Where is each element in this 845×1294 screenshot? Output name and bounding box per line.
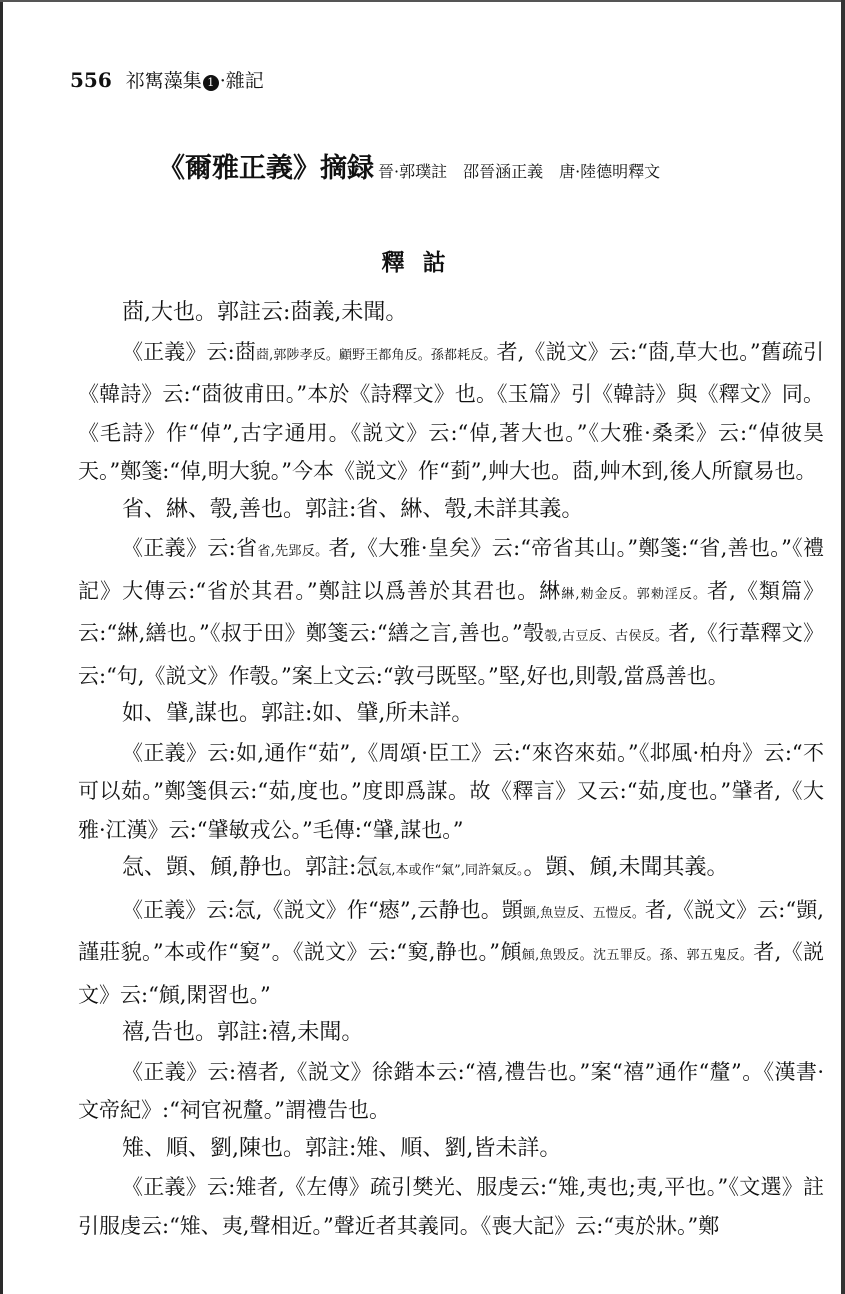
headword-entry: 莔,大也。郭註云:莔義,未聞。 bbox=[122, 300, 408, 325]
commentary-paragraph bbox=[78, 1053, 824, 1130]
header-section: ·雜記 bbox=[219, 70, 264, 92]
page-edge-left bbox=[0, 0, 3, 1294]
text-run: 者,《説文》云:“頠,閑習也。” bbox=[78, 940, 824, 1007]
text-run: 《正義》云:如,通作“茹”,《周頌·臣工》云:“來咨來茹。”《邶風·柏舟》云:“不可以茹。”鄭箋俱云:“茹,度也。”度即爲謀。故《釋言》又云:“茹,度也。”肈者,《大雅·江漢》云:“肈敏戎公。”毛傳:“肈,謀也。” bbox=[78, 740, 824, 842]
page-edge-top bbox=[0, 0, 845, 2]
headword-entry: 禧,告也。郭註:禧,未聞。 bbox=[122, 1020, 364, 1045]
page-number: 556 bbox=[70, 68, 112, 92]
commentary-paragraph bbox=[78, 333, 824, 491]
text-run: 者,《類篇》云:“綝,繕也。”《叔于田》鄭箋云:“繕之言,善也。”彀 bbox=[78, 578, 824, 645]
text-run: 《正義》云:禧者,《説文》徐鍇本云:“禧,禮告也。”案“禧”通作“釐”。《漢書·文帝紀》:“祠官祝釐。”謂禮告也。 bbox=[78, 1059, 824, 1122]
commentary-paragraph bbox=[78, 1168, 824, 1245]
interlinear-note: 頠,魚毁反。沈五罪反。孫、郭五鬼反。 bbox=[521, 948, 754, 963]
title-main: 《爾雅正義》摘録 bbox=[158, 153, 374, 184]
interlinear-note: 顗,魚豈反、五愷反。 bbox=[522, 905, 645, 921]
text-run: 忥、顗、頠,静也。郭註:忥 bbox=[122, 855, 379, 880]
interlinear-note: 忥,本或作“氣”,同許氣反。 bbox=[378, 863, 524, 878]
interlinear-note: 綝,勑金反。郭勑淫反。 bbox=[561, 586, 708, 602]
text-run: 者,《説文》云:“莔,草大也。”舊疏引《韓詩》云:“莔彼甫田。”本於《詩釋文》也。《玉篇》引《韓詩》與《釋文》同。《毛詩》作“倬”,古字通用。《説文》云:“倬,著大也。”《大雅·桑柔》云:“倬彼昊天。”鄭箋:“倬,明大貌。”今本《説文》作“菿”,艸大也。莔,艸木到,後人所竄易也。 bbox=[78, 339, 824, 483]
volume-mark: 1 bbox=[203, 75, 219, 91]
headword-entry: 雉、順、劉,陳也。郭註:雉、順、劉,皆未詳。 bbox=[122, 1135, 562, 1161]
commentary-paragraph bbox=[78, 734, 824, 850]
commentary-paragraph bbox=[78, 529, 824, 695]
text-run: 者,《大雅·皇矣》云:“帝省其山。”鄭箋:“省,善也。”《禮記》大傳云:“省於其君。”鄭註以爲善於其君也。綝 bbox=[78, 536, 824, 603]
book-title: 祁寯藻集 bbox=[125, 70, 202, 92]
text-run: 《正義》云:莔 bbox=[122, 339, 256, 364]
interlinear-note: 莔,郭陟孝反。顧野王都角反。孫都耗反。 bbox=[255, 347, 497, 363]
headword-entry: 省、綝、彀,善也。郭註:省、綝、彀,未詳其義。 bbox=[122, 496, 584, 522]
title-authors: 晉·郭璞註 邵晉涵正義 唐·陸德明釋文 bbox=[378, 162, 661, 181]
headword-entry: 如、肈,謀也。郭註:如、肈,所未詳。 bbox=[122, 701, 474, 726]
section-heading: 釋詁 bbox=[381, 250, 464, 276]
text-run: 《正義》云:雉者,《左傳》疏引樊光、服虔云:“雉,夷也;夷,平也。”《文選》註引服虔云:“雉、夷,聲相近。”聲近者其義同。《喪大記》云:“夷於牀。”鄭 bbox=[78, 1175, 824, 1238]
running-header bbox=[70, 66, 264, 93]
interlinear-note: 彀,古豆反、古侯反。 bbox=[544, 629, 669, 644]
document-title bbox=[158, 146, 660, 185]
headword-entry bbox=[78, 849, 824, 891]
commentary-paragraph bbox=[78, 891, 824, 1015]
text-run: 者,《説文》云:“顗,謹莊貌。”本或作“窫”。《説文》云:“窫,静也。”頠 bbox=[78, 897, 824, 964]
text-run: 《正義》云:省 bbox=[122, 536, 258, 560]
text-run: 《正義》云:忥,《説文》作“瘱”,云静也。顗 bbox=[122, 897, 523, 922]
body-text bbox=[78, 294, 824, 1245]
text-run: 者,《行葦釋文》云:“句,《説文》作彀。”案上文云:“敦弓既堅。”堅,好也,則彀,當爲善也。 bbox=[78, 621, 824, 688]
interlinear-note: 省,先郢反。 bbox=[257, 544, 329, 559]
text-run: 。顗、頠,未聞其義。 bbox=[523, 855, 729, 880]
page-edge-right bbox=[841, 0, 845, 1294]
